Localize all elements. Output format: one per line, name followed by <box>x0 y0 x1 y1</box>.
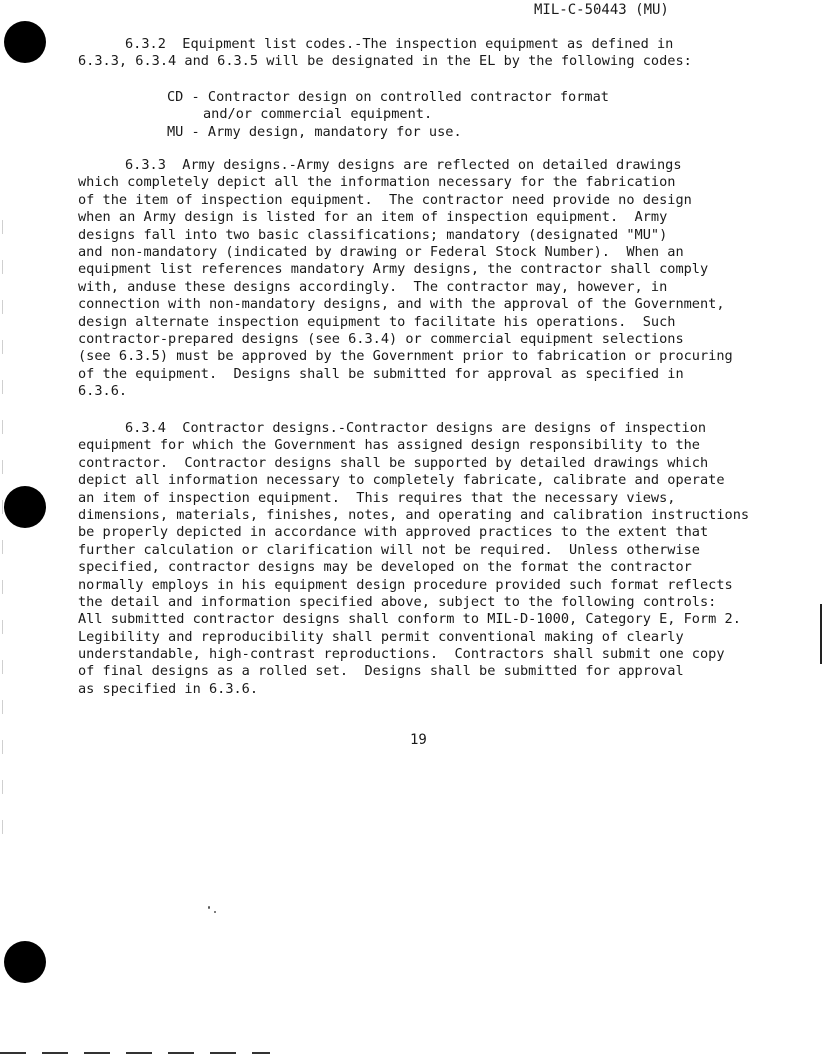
text-line: 6.3.3, 6.3.4 and 6.3.5 will be designated in the EL by the following codes: <box>78 53 692 70</box>
scan-speck <box>208 906 210 909</box>
text-line: normally employs in his equipment design procedure provided such format reflects <box>78 576 733 593</box>
scan-margin-marks <box>2 220 3 860</box>
text-line: equipment list references mandatory Army designs, the contractor shall comply <box>78 261 709 278</box>
scan-edge-marks <box>0 1052 270 1054</box>
text-line: understandable, high-contrast reproductions. Contractors shall submit one copy <box>78 646 725 663</box>
text-line: Legibility and reproducibility shall permit conventional making of clearly <box>78 628 684 645</box>
binder-hole <box>4 486 46 528</box>
text-line: 6.3.4 Contractor designs.-Contractor designs are designs of inspection <box>125 420 707 436</box>
text-line: contractor-prepared designs (see 6.3.4) or commercial equipment selections <box>78 330 684 347</box>
code-item-cd: CD - Contractor design on controlled contractor format <box>167 89 609 105</box>
text-line: connection with non-mandatory designs, and with the approval of the Government, <box>78 296 725 313</box>
scan-speck <box>214 911 216 913</box>
text-line: design alternate inspection equipment to facilitate his operations. Such <box>78 313 676 330</box>
text-line: contractor. Contractor designs shall be supported by detailed drawings which <box>78 454 709 471</box>
change-bar <box>820 604 822 664</box>
paragraph-6-3-4 <box>78 420 794 698</box>
text-line: specified, contractor designs may be developed on the format the contractor <box>78 559 692 576</box>
text-line: 6.3.2 Equipment list codes.-The inspection equipment as defined in <box>125 36 674 52</box>
equipment-code-list <box>78 89 794 141</box>
text-line: further calculation or clarification will not be required. Unless otherwise <box>78 541 700 558</box>
text-line: depict all information necessary to completely fabricate, calibrate and operate <box>78 472 725 489</box>
text-line: an item of inspection equipment. This requires that the necessary views, <box>78 489 676 506</box>
paragraph-6-3-2 <box>78 36 794 71</box>
text-line: be properly depicted in accordance with approved practices to the extent that <box>78 524 709 541</box>
code-item-cd-continued: and/or commercial equipment. <box>203 106 433 123</box>
code-item-mu: MU - Army design, mandatory for use. <box>167 123 462 140</box>
text-line: of the equipment. Designs shall be submitted for approval as specified in <box>78 365 684 382</box>
text-line: when an Army design is listed for an item of inspection equipment. Army <box>78 209 668 226</box>
text-line: All submitted contractor designs shall conform to MIL-D-1000, Category E, Form 2. <box>78 611 741 628</box>
paragraph-6-3-3 <box>78 157 794 400</box>
document-identifier: MIL-C-50443 (MU) <box>534 2 669 18</box>
binder-hole <box>4 941 46 983</box>
binder-hole <box>4 21 46 63</box>
text-line: (see 6.3.5) must be approved by the Government prior to fabrication or procuring <box>78 348 733 365</box>
text-line: and non-mandatory (indicated by drawing or Federal Stock Number). When an <box>78 243 684 260</box>
text-line: which completely depict all the information necessary for the fabrication <box>78 174 676 191</box>
text-line: of the item of inspection equipment. The contractor need provide no design <box>78 191 692 208</box>
page-number: 19 <box>410 732 427 748</box>
text-line: with, anduse these designs accordingly. The contractor may, however, in <box>78 278 668 295</box>
text-line: 6.3.3 Army designs.-Army designs are reflected on detailed drawings <box>125 157 682 173</box>
text-line: the detail and information specified above, subject to the following controls: <box>78 593 717 610</box>
text-line: as specified in 6.3.6. <box>78 680 259 697</box>
text-line: dimensions, materials, finishes, notes, and operating and calibration instructions <box>78 506 750 523</box>
text-line: of final designs as a rolled set. Designs shall be submitted for approval <box>78 663 684 680</box>
text-line: 6.3.6. <box>78 383 128 400</box>
text-line: equipment for which the Government has assigned design responsibility to the <box>78 437 700 454</box>
text-line: designs fall into two basic classifications; mandatory (designated "MU") <box>78 226 668 243</box>
